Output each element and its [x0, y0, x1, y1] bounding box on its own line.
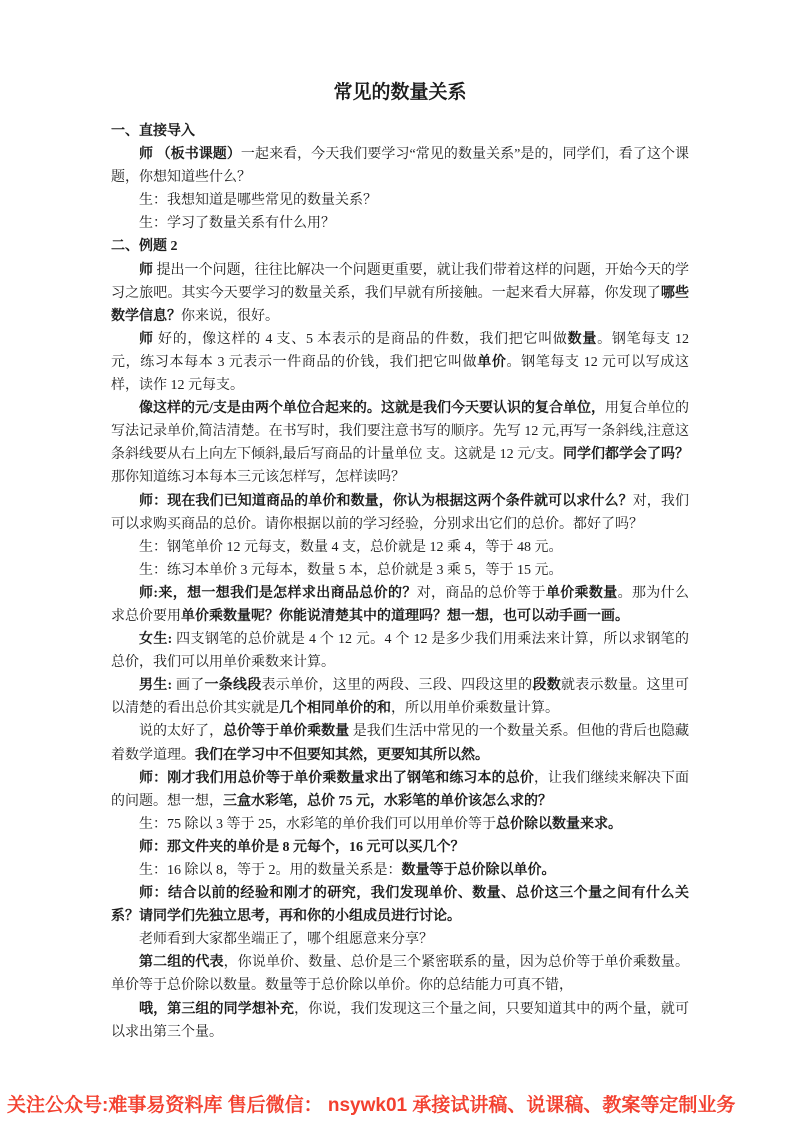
- bold-run: 第二组的代表: [139, 955, 224, 971]
- text-run: 对，我们可以求购买商品的总价。请你根据以前的学习经验，分别求出它们的总价。都好了吗？: [111, 493, 690, 532]
- paragraph: [111, 859, 689, 882]
- text-run: 一起来看，今天我们要学习“常见的数量关系”是的，同学们，看了这个课题，你想知道些什么？: [111, 147, 689, 186]
- text-run: 。钢笔每支 12 元，练习本每本 3 元表示一件商品的价钱，我们把它叫做: [111, 331, 690, 370]
- bold-run: 一、直接导入: [111, 124, 195, 139]
- text-run: ，所以用单价乘数量计算。: [391, 701, 559, 717]
- paragraph: [111, 767, 689, 813]
- bold-run: 一条线段: [204, 678, 262, 694]
- paragraph: [111, 628, 689, 674]
- text-run: 。那为什么求总价要用: [111, 585, 690, 624]
- bold-run: 几个相同单价的和: [279, 701, 391, 717]
- bold-run: 师: [139, 331, 158, 347]
- text-run: 老师看到大家都坐端正了，哪个组愿意来分享？: [139, 932, 433, 948]
- paragraph: [111, 536, 689, 559]
- text-run: ，你说单价、数量、总价是三个紧密联系的量，因为总价等于单价乘数量。单价等于总价除以数量。数量等于总价除以单价。你的总结能力可真不错，: [111, 955, 690, 994]
- paragraph: [111, 559, 689, 582]
- paragraph: [111, 951, 689, 997]
- text-run: 说的太好了，: [139, 724, 224, 740]
- bold-run: 段数: [532, 678, 561, 694]
- bold-run: 我们在学习中不但要知其然，更要知其所以然。: [195, 747, 489, 763]
- paragraph: [111, 813, 689, 836]
- bold-run: 男生:: [139, 678, 173, 694]
- text-run: 生：75 除以 3 等于 25，水彩笔的单价我们可以用单价等于: [139, 816, 496, 832]
- bold-run: 单价乘数量: [545, 585, 618, 601]
- paragraph: [111, 582, 689, 628]
- paragraph: [111, 674, 689, 720]
- text-run: 。钢笔每支 12 元可以写成这样，读作 12 元每支。: [111, 354, 689, 394]
- text-run: 生：练习本单价 3 元每本，数量 5 本，总价就是 3 乘 5，等于 15 元。: [139, 562, 563, 578]
- text-run: 那你知道练习本每本三元该怎样写，怎样读吗？: [111, 470, 405, 486]
- paragraph: [111, 143, 689, 189]
- footer-banner: [0, 1093, 793, 1119]
- bold-run: 二、例题 2: [111, 239, 178, 255]
- bold-run: 单价: [477, 354, 507, 370]
- bold-run: 总价除以数量来求。: [496, 816, 622, 832]
- text-run: 生：我想知道是哪些常见的数量关系？: [139, 193, 377, 209]
- bold-run: 师:来，想一想我们是怎样求出商品总价的？: [139, 585, 417, 601]
- text-run: 生：学习了数量关系有什么用？: [139, 216, 335, 232]
- text-run: 四支钢笔的总价就是 4 个 12 元。4 个 12 是多少我们用乘法来计算，所以求钢笔的总价，我们可以用单价乘数来计算。: [111, 632, 690, 671]
- bold-run: 师：刚才我们用总价等于单价乘数量求出了钢笔和练习本的总价: [139, 770, 534, 786]
- text-run: ，让我们继续来解决下面的问题。想一想，: [111, 770, 690, 809]
- bold-run: 哦，第三组的同学想补充: [139, 1001, 295, 1017]
- document-page: [111, 80, 689, 1044]
- bold-run: 三盒水彩笔，总价 75 元，水彩笔的单价该怎么求的？: [223, 793, 552, 809]
- text-run: 生：钢笔单价 12 元每支，数量 4 支，总价就是 12 乘 4，等于 48 元。: [139, 539, 563, 555]
- bold-run: 师：那文件夹的单价是 8 元每个，16 元可以买几个？: [139, 839, 465, 855]
- text-run: 提出一个问题，往往比解决一个问题更重要，就让我们带着这样的问题，开始今天的学习之旅吧。其实今天要学习的数量关系，我们早就有所接触。一起来看大屏幕，你发现了: [111, 262, 690, 301]
- bold-run: 女生:: [139, 632, 173, 648]
- bold-run: 数量: [567, 331, 598, 347]
- paragraph: [111, 928, 689, 951]
- text-run: 表示单价，这里的两段、三段、四段这里的: [261, 678, 533, 694]
- bold-run: 同学们都学会了吗？: [562, 447, 690, 463]
- paragraph: [111, 189, 689, 212]
- footer-promo-text: 关注公众号:难事易资料库 售后微信： nsywk01 承接试讲稿、说课稿、教案等定制业务: [7, 1095, 736, 1116]
- paragraph: [111, 259, 689, 328]
- document-title: 常见的数量关系: [333, 82, 467, 103]
- bold-run: 师：结合以前的经验和刚才的研究，我们发现单价、数量、总价这三个量之间有什么关系？请同学们先独立思考，再和你的小组成员进行讨论。: [111, 886, 689, 925]
- paragraph: [111, 836, 689, 859]
- text-run: 就表示数量。这里可以清楚的看出总价其实就是: [111, 678, 690, 717]
- paragraph: [111, 397, 689, 489]
- bold-run: 单价乘数量呢？你能说清楚其中的道理吗？想一想，也可以动手画一画。: [181, 608, 629, 624]
- paragraph: [111, 720, 689, 766]
- bold-run: 数量等于总价除以单价。: [401, 863, 556, 878]
- paragraph: [111, 328, 689, 397]
- section-heading: [111, 120, 689, 143]
- bold-run: 哪些数学信息？: [111, 285, 690, 324]
- paragraph: [111, 212, 689, 235]
- document-body: [111, 120, 689, 1044]
- paragraph: [111, 490, 689, 536]
- text-run: 生：16 除以 8，等于 2。用的数量关系是：: [139, 863, 402, 878]
- bold-run: 像这样的元/支是由两个单位合起来的。这就是我们今天要认识的复合单位，: [139, 401, 605, 417]
- bold-run: 师 （板书课题）: [139, 147, 241, 163]
- paragraph: [111, 882, 689, 928]
- text-run: 对，商品的总价等于: [416, 585, 546, 601]
- text-run: 好的，像这样的 4 支、5 本表示的是商品的件数，我们把它叫做: [157, 331, 568, 347]
- text-run: 是我们生活中常见的一个数量关系。但他的背后也隐藏着数学道理。: [111, 724, 690, 763]
- paragraph: [111, 998, 689, 1044]
- bold-run: 师: [139, 262, 157, 278]
- bold-run: 师：现在我们已知道商品的单价和数量，你认为根据这两个条件就可以求什么？: [139, 493, 633, 509]
- section-heading: [111, 235, 689, 258]
- text-run: ，你说，我们发现这三个量之间，只要知道其中的两个量，就可以求出第三个量。: [111, 1001, 690, 1040]
- bold-run: 总价等于单价乘数量: [223, 724, 350, 740]
- text-run: 你来说，很好。: [181, 308, 279, 324]
- text-run: 用复合单位的写法记录单价,简洁清楚。在书写时，我们要注意书写的顺序。先写 12 元,再写一条斜线,注意这条斜线要从右上向左下倾斜,最后写商品的计量单位 支。这就是 12 元/支。: [111, 401, 689, 463]
- text-run: 画了: [172, 678, 205, 694]
